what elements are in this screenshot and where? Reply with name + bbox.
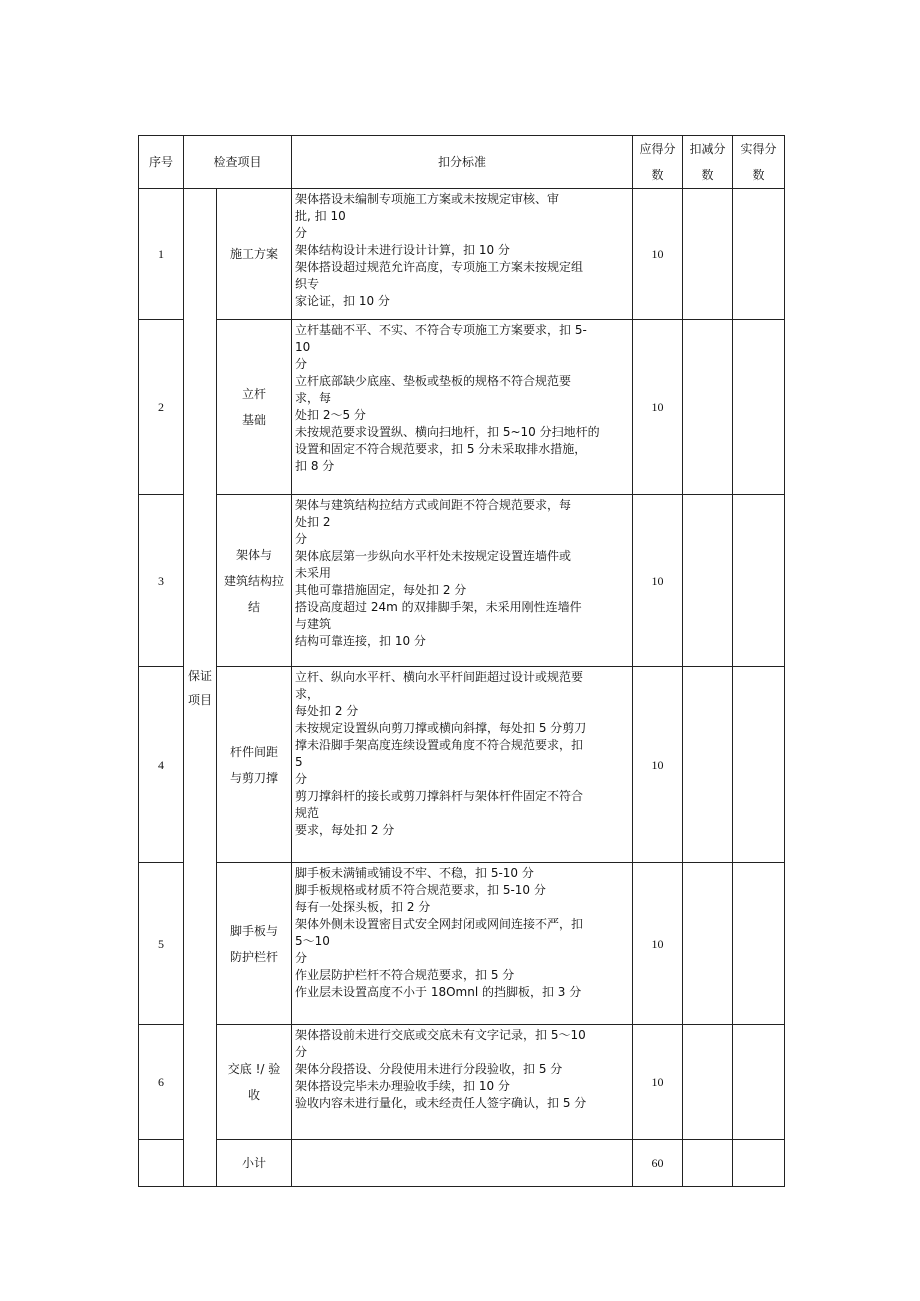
row-seq: 5 xyxy=(139,863,184,1025)
header-seq: 序号 xyxy=(139,136,184,189)
header-due-score-line2: 数 xyxy=(651,168,664,182)
criteria-line: 分 xyxy=(295,1045,308,1059)
criteria-line: 家论证，扣 10 分 xyxy=(295,294,390,308)
criteria-line: 结构可靠连接，扣 10 分 xyxy=(295,634,426,648)
criteria-line: 批, 扣 10 xyxy=(295,209,346,223)
row-item-line: 基础 xyxy=(242,413,267,427)
criteria-line: 撑未沿脚手架高度连续设置或角度不符合规范要求，扣 xyxy=(295,738,584,752)
table-row xyxy=(139,189,785,320)
criteria-line: 处扣 2 xyxy=(295,515,331,529)
criteria-line: 处扣 2〜5 分 xyxy=(295,408,366,422)
row-item-line: 杆件间距 xyxy=(230,744,279,759)
row-item-line: 与剪刀撑 xyxy=(230,770,279,785)
criteria-line: 架体搭设前未进行交底或交底未有文字记录，扣 5〜10 xyxy=(295,1028,586,1042)
header-criteria: 扣分标准 xyxy=(292,136,633,189)
row-due-score: 10 xyxy=(633,1025,683,1140)
row-item-line: 建筑结构拉 xyxy=(224,573,285,588)
criteria-line: 脚手板规格或材质不符合规范要求，扣 5-10 分 xyxy=(295,883,546,897)
criteria-line: 立杆、纵向水平杆、横向水平杆间距超过设计或规范要 xyxy=(295,670,584,684)
header-due-score-line1: 应得分 xyxy=(639,142,676,156)
criteria-line: 求，每 xyxy=(295,391,332,405)
row-item-line: 交底 !/ 验 xyxy=(227,1062,281,1076)
row-item-line: 结 xyxy=(248,599,261,614)
subtotal-score: 60 xyxy=(633,1140,683,1187)
row-deduct-score xyxy=(683,320,733,495)
criteria-line: 分 xyxy=(295,226,308,240)
row-item xyxy=(217,320,292,495)
criteria-line: 分 xyxy=(295,532,308,546)
header-actual-score-line1: 实得分 xyxy=(740,142,777,156)
row-deduct-score xyxy=(683,495,733,667)
criteria-line: 每有一处探头板，扣 2 分 xyxy=(295,900,431,914)
subtotal-criteria xyxy=(292,1140,633,1187)
row-item xyxy=(217,863,292,1025)
row-actual-score xyxy=(733,320,785,495)
criteria-line: 分 xyxy=(295,951,308,965)
header-item: 检查项目 xyxy=(184,136,292,189)
criteria-line: 作业层防护栏杆不符合规范要求，扣 5 分 xyxy=(295,968,515,982)
row-due-score: 10 xyxy=(633,495,683,667)
subtotal-label: 小计 xyxy=(217,1140,292,1187)
row-item-line: 架体与 xyxy=(236,547,273,562)
criteria-line: 要求，每处扣 2 分 xyxy=(295,823,395,837)
criteria-line: 设置和固定不符合规范要求，扣 5 分未采取排水措施， xyxy=(295,442,587,456)
header-actual-score xyxy=(733,136,785,189)
criteria-line: 搭设高度超过 24m 的双排脚手架，未采用刚性连墙件 xyxy=(295,600,582,614)
row-deduct-score xyxy=(683,1025,733,1140)
table-row xyxy=(139,863,785,1025)
header-row xyxy=(139,136,785,189)
subtotal-row xyxy=(139,1140,785,1187)
row-item-line: 立杆 xyxy=(242,387,267,401)
criteria-line: 织专 xyxy=(295,277,320,291)
subtotal-actual xyxy=(733,1140,785,1187)
criteria-line: 分 xyxy=(295,357,308,371)
row-due-score: 10 xyxy=(633,667,683,863)
row-seq: 4 xyxy=(139,667,184,863)
criteria-line: 与建筑 xyxy=(295,617,332,631)
row-item xyxy=(217,189,292,320)
row-due-score: 10 xyxy=(633,189,683,320)
criteria-line: 其他可靠措施固定，每处扣 2 分 xyxy=(295,583,467,597)
table-row xyxy=(139,320,785,495)
row-actual-score xyxy=(733,495,785,667)
row-deduct-score xyxy=(683,189,733,320)
table-row xyxy=(139,667,785,863)
row-deduct-score xyxy=(683,863,733,1025)
row-item-line: 防护栏杆 xyxy=(230,949,279,964)
row-actual-score xyxy=(733,1025,785,1140)
criteria-line: 未按规定设置纵向剪刀撑或横向斜撑，每处扣 5 分剪刀 xyxy=(295,721,587,735)
row-criteria xyxy=(292,863,633,1025)
criteria-line: 求， xyxy=(295,687,320,701)
row-seq: 2 xyxy=(139,320,184,495)
criteria-line: 架体搭设超过规范允许高度，专项施工方案未按规定组 xyxy=(295,260,584,274)
row-actual-score xyxy=(733,863,785,1025)
criteria-line: 剪刀撑斜杆的接长或剪刀撑斜杆与架体杆件固定不符合 xyxy=(295,789,584,803)
criteria-line: 每处扣 2 分 xyxy=(295,704,359,718)
criteria-line: 脚手板未满铺或铺设不牢、不稳，扣 5-10 分 xyxy=(295,866,534,880)
criteria-line: 未按规范要求设置纵、横向扫地杆，扣 5~10 分扫地杆的 xyxy=(295,425,600,439)
inspection-table xyxy=(138,135,785,1187)
subtotal-seq xyxy=(139,1140,184,1187)
criteria-line: 未采用 xyxy=(295,566,332,580)
criteria-line: 扣 8 分 xyxy=(295,459,335,473)
criteria-line: 10 xyxy=(295,340,311,354)
criteria-line: 架体结构设计未进行设计计算，扣 10 分 xyxy=(295,243,510,257)
criteria-line: 规范 xyxy=(295,806,320,820)
criteria-line: 立杆基础不平、不实、不符合专项施工方案要求，扣 5- xyxy=(295,323,587,337)
row-item-line: 脚手板与 xyxy=(230,923,279,938)
criteria-line: 5〜10 xyxy=(295,934,330,948)
row-criteria xyxy=(292,189,633,320)
criteria-line: 架体搭设完毕未办理验收手续，扣 10 分 xyxy=(295,1079,510,1093)
row-due-score: 10 xyxy=(633,863,683,1025)
criteria-line: 架体底层第一步纵向水平杆处未按规定设置连墙件或 xyxy=(295,549,572,563)
header-deduct-score-line1: 扣减分 xyxy=(689,142,726,156)
row-due-score: 10 xyxy=(633,320,683,495)
row-criteria xyxy=(292,1025,633,1140)
criteria-line: 架体分段搭设、分段使用未进行分段验收，扣 5 分 xyxy=(295,1062,563,1076)
row-seq: 1 xyxy=(139,189,184,320)
row-seq: 6 xyxy=(139,1025,184,1140)
header-deduct-score-line2: 数 xyxy=(701,168,714,182)
group-label-line1: 保证 xyxy=(187,668,212,683)
row-item xyxy=(217,1025,292,1140)
row-criteria xyxy=(292,495,633,667)
row-criteria xyxy=(292,320,633,495)
header-due-score xyxy=(633,136,683,189)
row-item xyxy=(217,495,292,667)
header-deduct-score xyxy=(683,136,733,189)
group-label xyxy=(184,189,217,1187)
criteria-line: 立杆底部缺少底座、垫板或垫板的规格不符合规范要 xyxy=(295,374,572,388)
row-actual-score xyxy=(733,189,785,320)
criteria-line: 架体搭设未编制专项施工方案或未按规定审核、审 xyxy=(295,192,560,206)
row-deduct-score xyxy=(683,667,733,863)
criteria-line: 架体外侧未设置密目式安全网封闭或网间连接不严，扣 xyxy=(295,917,584,931)
criteria-line: 分 xyxy=(295,772,308,786)
criteria-line: 作业层未设置高度不小于 18Omnl 的挡脚板，扣 3 分 xyxy=(295,985,582,999)
table-row xyxy=(139,495,785,667)
header-actual-score-line2: 数 xyxy=(752,168,765,182)
row-actual-score xyxy=(733,667,785,863)
row-criteria xyxy=(292,667,633,863)
table-row xyxy=(139,1025,785,1140)
row-item xyxy=(217,667,292,863)
row-item-line: 收 xyxy=(248,1088,261,1102)
criteria-line: 架体与建筑结构拉结方式或间距不符合规范要求，每 xyxy=(295,498,572,512)
group-label-line2: 项目 xyxy=(187,692,212,707)
criteria-line: 5 xyxy=(295,755,303,769)
subtotal-deduct xyxy=(683,1140,733,1187)
row-seq: 3 xyxy=(139,495,184,667)
criteria-line: 验收内容未进行量化，或未经责任人签字确认，扣 5 分 xyxy=(295,1096,587,1110)
row-item-line: 施工方案 xyxy=(230,247,279,261)
